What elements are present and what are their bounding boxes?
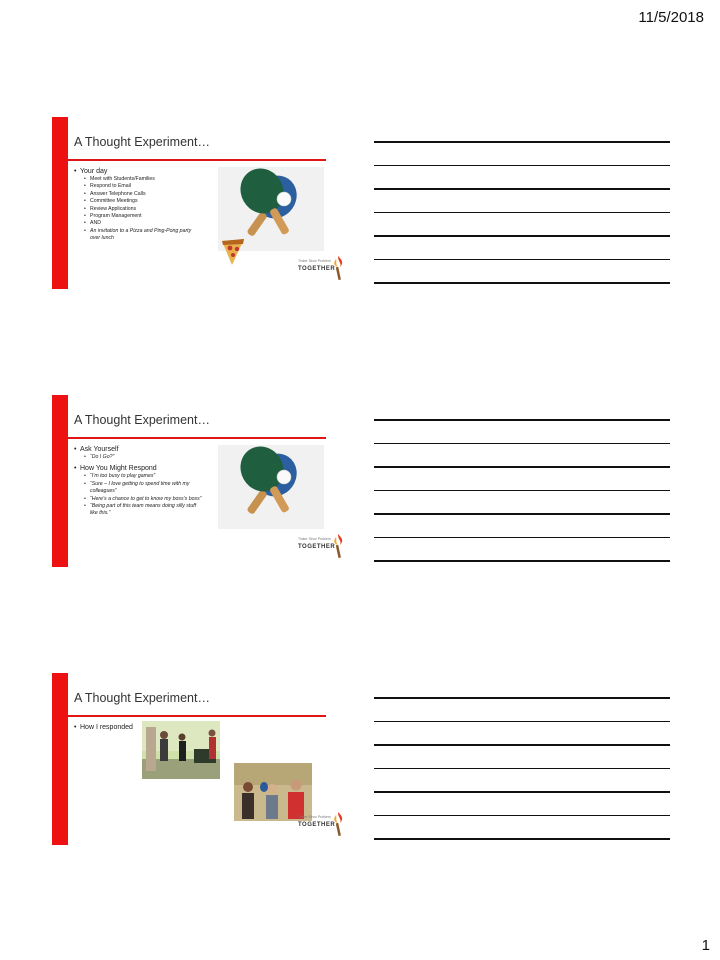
bullet: • How You Might Respond [74, 464, 224, 473]
note-line [374, 560, 670, 562]
slide-title: A Thought Experiment… [74, 135, 210, 149]
bullet: • Ask Yourself [74, 445, 224, 454]
slide-accent-bar [52, 117, 68, 289]
note-line [374, 466, 670, 468]
sub-bullet: • “Sure – I love getting to spend time with my colleagues” [74, 481, 202, 496]
note-line [374, 141, 670, 143]
note-line [374, 443, 670, 445]
slide-title: A Thought Experiment… [74, 413, 210, 427]
sub-bullet: • Review Applications [74, 206, 224, 213]
sub-bullet: • An invitation to a Pizza and Ping-Pong party over lunch [74, 228, 200, 243]
note-line [374, 188, 670, 190]
note-line [374, 490, 670, 492]
note-line [374, 419, 670, 421]
sub-bullet: • “Being part of this team means doing silly stuff like this.” [74, 503, 202, 518]
page-date: 11/5/2018 [638, 9, 704, 26]
title-divider [68, 715, 326, 717]
sub-bullet: • Respond to Email [74, 183, 224, 190]
sub-bullet: • AND [74, 220, 224, 227]
torch-icon [330, 532, 346, 560]
sub-bullet: • “Do I Go?” [74, 454, 224, 461]
sub-bullet: • Meet with Students/Families [74, 176, 224, 183]
note-line [374, 838, 670, 840]
title-divider [68, 159, 326, 161]
together-logo: Tinker Sinor Problem TOGETHER [298, 257, 346, 283]
note-line [374, 791, 670, 793]
note-line [374, 697, 670, 699]
sub-bullet: • Committee Meetings [74, 198, 224, 205]
slide-2 [52, 395, 336, 567]
note-line [374, 165, 670, 167]
torch-icon [330, 810, 346, 838]
note-line [374, 721, 670, 723]
note-line [374, 212, 670, 214]
sub-bullet: • Program Management [74, 213, 224, 220]
together-logo: Tinker Sinor Problem TOGETHER [298, 535, 346, 561]
note-line [374, 282, 670, 284]
office-party-photo [142, 721, 220, 779]
slide-3 [52, 673, 336, 845]
note-line [374, 513, 670, 515]
bullet: • How I responded [74, 723, 224, 732]
bullet: • Your day [74, 167, 224, 176]
title-divider [68, 437, 326, 439]
note-line [374, 537, 670, 539]
slide-body [74, 165, 224, 243]
note-line [374, 235, 670, 237]
slide-accent-bar [52, 673, 68, 845]
slide-body [74, 443, 224, 518]
pizza-slice-icon [220, 237, 246, 267]
sub-bullet: • Answer Telephone Calls [74, 191, 224, 198]
ping-pong-paddles-image [218, 445, 324, 529]
note-line [374, 744, 670, 746]
slide-accent-bar [52, 395, 68, 567]
together-logo: Tinker Sinor Problem TOGETHER [298, 813, 346, 839]
note-line [374, 768, 670, 770]
torch-icon [330, 254, 346, 282]
slide-1 [52, 117, 336, 289]
sub-bullet: • “I’m too busy to play games” [74, 473, 224, 480]
note-line [374, 815, 670, 817]
note-line [374, 259, 670, 261]
sub-bullet: • “Here’s a chance to get to know my boss’s boss” [74, 496, 202, 503]
page-number: 1 [701, 937, 710, 954]
slide-title: A Thought Experiment… [74, 691, 210, 705]
